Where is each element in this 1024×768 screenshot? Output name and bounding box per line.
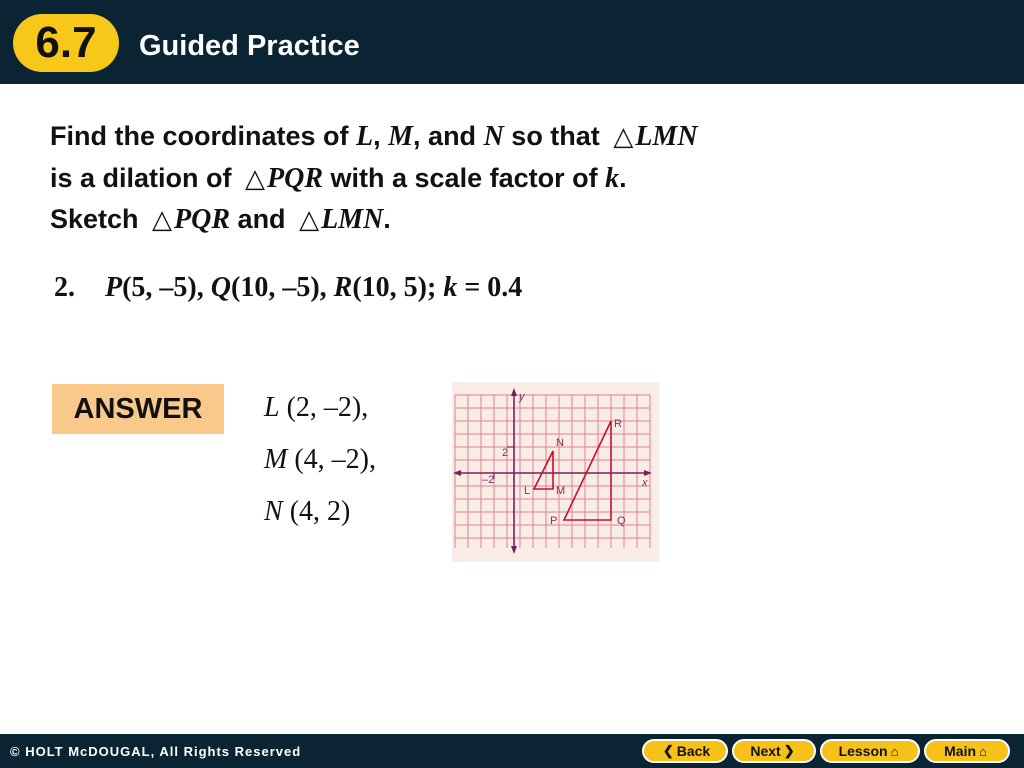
main-button[interactable]: Main ⌂ xyxy=(924,739,1010,763)
point-label-q: Q xyxy=(617,515,626,527)
triangle-icon: △ xyxy=(152,205,173,235)
chevron-right-icon: ❯ xyxy=(783,743,795,758)
triangle-lmn xyxy=(534,451,553,489)
triangle-icon: △ xyxy=(245,164,266,194)
triangle-pqr xyxy=(564,421,611,520)
problem-line-2: is a dilation of △PQR with a scale factor of k. xyxy=(50,163,627,194)
coordinate-graph xyxy=(452,382,659,562)
triangle-icon: △ xyxy=(299,205,320,235)
tick-label-2: 2 xyxy=(502,447,509,459)
home-icon: ⌂ xyxy=(979,743,987,759)
point-label-n: N xyxy=(556,437,564,449)
point-label-l: L xyxy=(524,485,531,497)
problem-line-3: Sketch △PQR and △LMN. xyxy=(50,204,391,235)
problem-line-1: Find the coordinates of L, M, and N so that △LMN xyxy=(50,121,698,152)
chevron-left-icon: ❮ xyxy=(662,743,674,758)
header-bar xyxy=(0,0,1024,84)
back-button[interactable]: ❮ Back xyxy=(642,739,728,763)
point-label-r: R xyxy=(614,418,622,430)
y-axis-label: y xyxy=(519,391,525,403)
page-title: Guided Practice xyxy=(139,30,360,62)
tick-label-neg2: –2 xyxy=(482,474,495,486)
answer-line-m: M (4, –2), xyxy=(264,444,376,475)
footer-bar xyxy=(0,734,1024,768)
section-badge: 6.7 xyxy=(13,14,119,72)
graph-svg xyxy=(452,382,659,562)
copyright-text: © HOLT McDOUGAL, All Rights Reserved xyxy=(10,744,302,759)
x-axis-label: x xyxy=(642,477,648,489)
exercise-statement: 2. P(5, –5), Q(10, –5), R(10, 5); k = 0.4 xyxy=(54,272,523,303)
home-icon: ⌂ xyxy=(890,743,899,759)
answer-label: ANSWER xyxy=(52,384,224,434)
triangle-icon: △ xyxy=(613,122,634,152)
lesson-button[interactable]: Lesson ⌂ xyxy=(820,739,920,763)
answer-line-n: N (4, 2) xyxy=(264,496,351,527)
next-button[interactable]: Next ❯ xyxy=(732,739,816,763)
point-label-m: M xyxy=(556,485,566,497)
answer-line-l: L (2, –2), xyxy=(264,392,369,423)
point-label-p: P xyxy=(550,515,558,527)
